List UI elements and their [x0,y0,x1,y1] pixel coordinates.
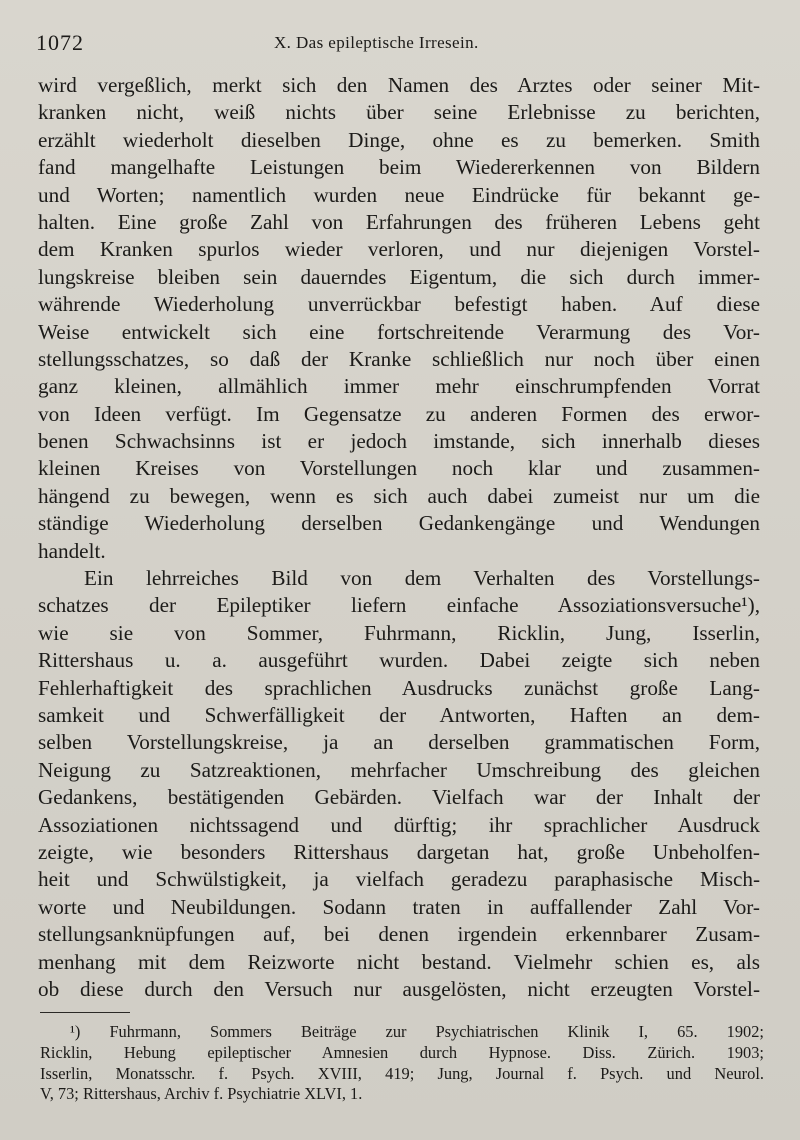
text-line: erzählt wiederholt dieselben Dinge, ohne es zu bemerken. Smith [38,127,760,152]
footnote-line: ¹) Fuhrmann, Sommers Beiträge zur Psychiatrischen Klinik I, 65. 1902; [70,1022,764,1041]
text-line: handelt. [38,538,106,563]
text-line: worte und Neubildungen. Sodann traten in auffallender Zahl Vor- [38,894,760,919]
text-line: stellungsanknüpfungen auf, bei denen irgendein erkennbarer Zusam- [38,922,760,947]
footnotes [40,1022,764,1105]
footnote-line: Ricklin, Hebung epileptischer Amnesien durch Hypnose. Diss. Zürich. 1903; [40,1042,764,1062]
text-line: von Ideen verfügt. Im Gegensatze zu anderen Formen des erwor- [38,401,760,426]
text-line: dem Kranken spurlos wieder verloren, und nur diejenigen Vorstel- [38,237,760,262]
text-line: menhang mit dem Reizworte nicht bestand. Vielmehr schien es, als [38,949,760,974]
text-line: schatzes der Epileptiker liefern einfache Assoziationsversuche¹), [38,593,760,618]
text-line: Fehlerhaftigkeit des sprachlichen Ausdrucks zunächst große Lang- [38,675,760,700]
text-line: lungskreise bleiben sein dauerndes Eigentum, die sich durch immer- [38,264,760,289]
text-line: wird vergeßlich, merkt sich den Namen des Arztes oder seiner Mit- [38,73,760,97]
text-line: Gedankens, bestätigenden Gebärden. Vielfach war der Inhalt der [38,785,760,810]
text-line: ob diese durch den Versuch nur ausgelösten, nicht erzeugten Vorstel- [38,976,760,1001]
text-line: kranken nicht, weiß nichts über seine Erlebnisse zu berichten, [38,100,760,125]
text-line: zeigte, wie besonders Rittershaus dargetan hat, große Unbeholfen- [38,839,760,864]
text-line: benen Schwachsinns ist er jedoch imstande, sich innerhalb dieses [38,429,760,454]
paragraph-start-line: Ein lehrreiches Bild von dem Verhalten des Vorstellungs- [84,566,760,591]
text-line: wie sie von Sommer, Fuhrmann, Ricklin, Jung, Isserlin, [38,620,760,645]
text-line: kleinen Kreises von Vorstellungen noch klar und zusammen- [38,456,760,481]
text-line: samkeit und Schwerfälligkeit der Antworten, Haften an dem- [38,702,760,727]
text-line: ständige Wiederholung derselben Gedankengänge und Wendungen [38,511,760,536]
footnote-line: Isserlin, Monatsschr. f. Psych. XVIII, 419; Jung, Journal f. Psych. und Neurol. [40,1063,764,1083]
text-line: stellungsschatzes, so daß der Kranke schließlich nur noch über einen [38,346,760,371]
text-line: währende Wiederholung unverrückbar befestigt haben. Auf diese [38,292,760,317]
text-line: und Worten; namentlich wurden neue Eindrücke für bekannt ge- [38,182,760,207]
running-header [36,30,758,60]
text-line: Weise entwickelt sich eine fortschreitende Verarmung des Vor- [38,319,760,344]
text-line: Neigung zu Satzreaktionen, mehrfacher Umschreibung des gleichen [38,757,760,782]
text-line: selben Vorstellungskreise, ja an derselben grammatischen Form, [38,730,760,755]
chapter-title: X. Das epileptische Irresein. [274,33,479,52]
text-line: Assoziationen nichtssagend und dürftig; ihr sprachlicher Ausdruck [38,812,760,837]
footnote-line: V, 73; Rittershaus, Archiv f. Psychiatrie XLVI, 1. [40,1084,363,1104]
page-number: 1072 [36,30,84,55]
text-line: fand mangelhafte Leistungen beim Wiedererkennen von Bildern [38,155,760,180]
text-line: Rittershaus u. a. ausgeführt wurden. Dabei zeigte sich neben [38,648,760,673]
body-text [38,72,760,1003]
text-line: heit und Schwülstigkeit, ja vielfach geradezu paraphasische Misch- [38,867,760,892]
text-line: halten. Eine große Zahl von Erfahrungen des früheren Lebens geht [38,209,760,234]
footnote-divider [40,1012,130,1013]
text-line: hängend zu bewegen, wenn es sich auch dabei zumeist nur um die [38,483,760,508]
text-line: ganz kleinen, allmählich immer mehr einschrumpfenden Vorrat [38,374,760,399]
